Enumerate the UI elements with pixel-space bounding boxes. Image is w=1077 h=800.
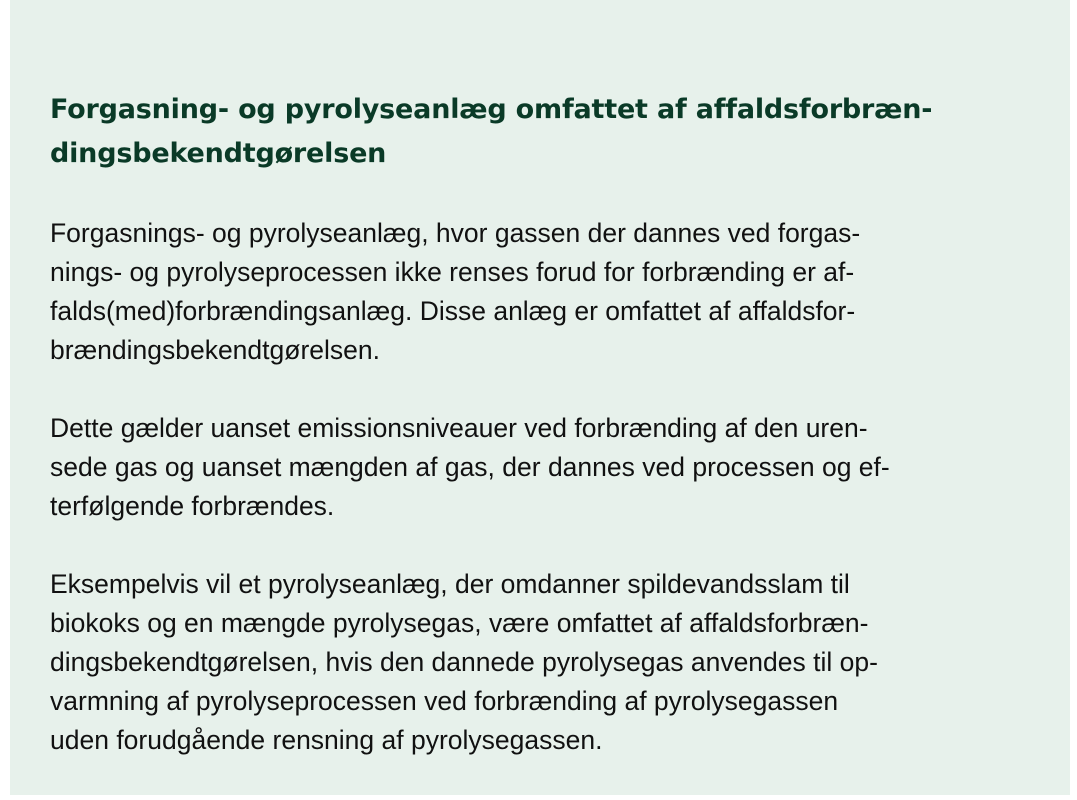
paragraph-line: varmning af pyrolyseprocessen ved forbrænding af pyrolysegassen xyxy=(50,686,839,716)
paragraph-line: dingsbekendtgørelsen, hvis den dannede pyrolysegas anvendes til op- xyxy=(50,647,878,677)
heading-line: Forgasning- og pyrolyseanlæg omfattet af affaldsforbræn- xyxy=(50,94,933,125)
paragraph-line: Dette gælder uanset emissionsniveauer ved forbrænding af den uren- xyxy=(50,413,868,443)
paragraph-line: Eksempelvis vil et pyrolyseanlæg, der omdanner spildevandsslam til xyxy=(50,569,850,599)
paragraph-line: biokoks og en mængde pyrolysegas, være omfattet af affaldsforbræn- xyxy=(50,608,869,638)
section-heading xyxy=(50,88,1040,176)
paragraph-definition xyxy=(50,214,1040,370)
paragraph-applicability xyxy=(50,409,1040,526)
info-box-content xyxy=(50,88,1040,760)
paragraph-line: sede gas og uanset mængden af gas, der dannes ved processen og ef- xyxy=(50,452,890,482)
info-box xyxy=(10,0,1070,795)
paragraph-line: uden forudgående rensning af pyrolysegassen. xyxy=(50,725,603,755)
paragraph-line: brændingsbekendtgørelsen. xyxy=(50,335,380,365)
paragraph-line: nings- og pyrolyseprocessen ikke renses forud for forbrænding er af- xyxy=(50,257,855,287)
paragraph-line: terfølgende forbrændes. xyxy=(50,491,335,521)
paragraph-line: falds(med)forbrændingsanlæg. Disse anlæg er omfattet af affaldsfor- xyxy=(50,296,856,326)
paragraph-line: Forgasnings- og pyrolyseanlæg, hvor gassen der dannes ved forgas- xyxy=(50,218,861,248)
paragraph-example xyxy=(50,565,1040,760)
heading-line: dingsbekendtgørelsen xyxy=(50,138,387,169)
